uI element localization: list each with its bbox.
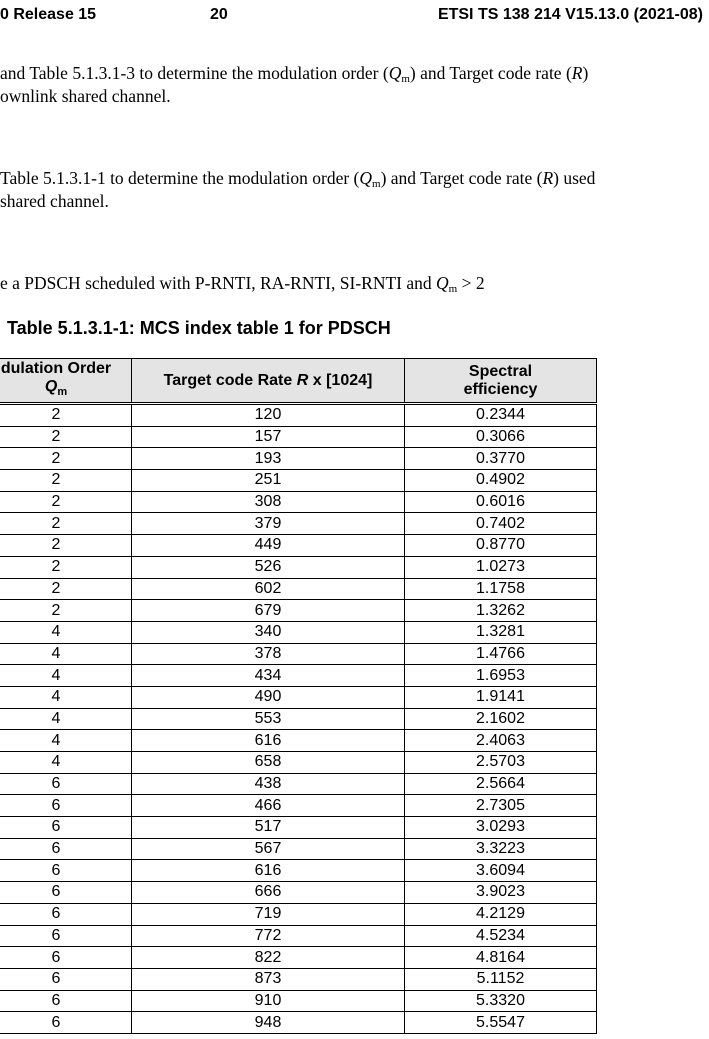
modulation-order-cell: 6 xyxy=(0,773,132,795)
spectral-efficiency-cell: 0.3770 xyxy=(405,448,597,470)
spectral-efficiency-header: Spectral efficiency xyxy=(405,359,597,404)
target-code-rate-cell: 379 xyxy=(132,513,405,535)
mcs-index-table xyxy=(0,358,597,1034)
target-code-rate-cell: 567 xyxy=(132,838,405,860)
table-row xyxy=(0,621,597,643)
target-code-rate-cell: 658 xyxy=(132,752,405,774)
page-number: 20 xyxy=(210,6,228,23)
target-code-rate-cell: 679 xyxy=(132,600,405,622)
table-row xyxy=(0,947,597,969)
spectral-efficiency-cell: 0.2344 xyxy=(405,404,597,427)
modulation-order-cell: 6 xyxy=(0,882,132,904)
table-row xyxy=(0,426,597,448)
table-row xyxy=(0,556,597,578)
modulation-order-cell: 6 xyxy=(0,1012,132,1034)
spectral-efficiency-cell: 1.0273 xyxy=(405,556,597,578)
spectral-efficiency-cell: 2.4063 xyxy=(405,730,597,752)
spectral-efficiency-cell: 2.5703 xyxy=(405,752,597,774)
target-code-rate-cell: 910 xyxy=(132,990,405,1012)
table-row xyxy=(0,448,597,470)
target-code-rate-cell: 193 xyxy=(132,448,405,470)
table-row xyxy=(0,838,597,860)
modulation-order-cell: 6 xyxy=(0,968,132,990)
spectral-efficiency-cell: 1.4766 xyxy=(405,643,597,665)
spectral-efficiency-cell: 3.0293 xyxy=(405,817,597,839)
spectral-efficiency-cell: 5.3320 xyxy=(405,990,597,1012)
table-row xyxy=(0,470,597,492)
spectral-efficiency-cell: 1.1758 xyxy=(405,578,597,600)
target-code-rate-cell: 378 xyxy=(132,643,405,665)
modulation-order-cell: 6 xyxy=(0,947,132,969)
target-code-rate-cell: 308 xyxy=(132,491,405,513)
modulation-order-cell: 6 xyxy=(0,817,132,839)
spectral-efficiency-cell: 0.7402 xyxy=(405,513,597,535)
target-code-rate-cell: 616 xyxy=(132,730,405,752)
modulation-order-cell: 2 xyxy=(0,470,132,492)
target-code-rate-cell: 772 xyxy=(132,925,405,947)
table-row xyxy=(0,600,597,622)
table-row xyxy=(0,882,597,904)
target-code-rate-cell: 490 xyxy=(132,686,405,708)
modulation-order-cell: 6 xyxy=(0,990,132,1012)
modulation-order-cell: 6 xyxy=(0,925,132,947)
table-row xyxy=(0,773,597,795)
modulation-order-cell: 2 xyxy=(0,578,132,600)
spectral-efficiency-cell: 4.2129 xyxy=(405,903,597,925)
table-row xyxy=(0,1012,597,1034)
spectral-efficiency-cell: 5.1152 xyxy=(405,968,597,990)
paragraph-pdsch-rnti: e a PDSCH scheduled with P-RNTI, RA-RNTI, SI-RNTI and $Q_m > 2$ xyxy=(0,273,485,295)
target-code-rate-cell: 948 xyxy=(132,1012,405,1034)
target-code-rate-cell: 616 xyxy=(132,860,405,882)
paragraph-line: ownlink shared channel. xyxy=(0,86,171,106)
table-title: Table 5.1.3.1-1: MCS index table 1 for PDSCH xyxy=(7,318,391,338)
modulation-order-cell: 2 xyxy=(0,513,132,535)
modulation-order-cell: 2 xyxy=(0,404,132,427)
table-row xyxy=(0,643,597,665)
table-body xyxy=(0,404,597,1034)
paragraph-line: and Table 5.1.3.1-3 to determine the modulation order $(Q_m)$ and Target code rate (R) xyxy=(0,63,589,85)
target-code-rate-cell: 466 xyxy=(132,795,405,817)
table-row xyxy=(0,968,597,990)
table-row xyxy=(0,990,597,1012)
table-row xyxy=(0,903,597,925)
target-code-rate-cell: 438 xyxy=(132,773,405,795)
spectral-efficiency-cell: 2.1602 xyxy=(405,708,597,730)
spectral-efficiency-cell: 1.3262 xyxy=(405,600,597,622)
table-row xyxy=(0,535,597,557)
table-row xyxy=(0,578,597,600)
target-code-rate-cell: 666 xyxy=(132,882,405,904)
spectral-efficiency-cell: 0.4902 xyxy=(405,470,597,492)
modulation-order-cell: 4 xyxy=(0,643,132,665)
spectral-efficiency-cell: 4.5234 xyxy=(405,925,597,947)
target-code-rate-cell: 873 xyxy=(132,968,405,990)
target-code-rate-cell: 553 xyxy=(132,708,405,730)
spectral-efficiency-cell: 0.6016 xyxy=(405,491,597,513)
release-header: 0 Release 15 xyxy=(0,6,97,23)
paragraph-line: Table 5.1.3.1-1 to determine the modulation order $(Q_m)$ and Target code rate (R) used xyxy=(0,168,596,190)
spectral-efficiency-cell: 1.9141 xyxy=(405,686,597,708)
spectral-efficiency-cell: 3.6094 xyxy=(405,860,597,882)
modulation-order-cell: 4 xyxy=(0,665,132,687)
target-code-rate-header: Target code Rate R x [1024] xyxy=(132,359,405,404)
table-row xyxy=(0,730,597,752)
modulation-order-cell: 2 xyxy=(0,491,132,513)
modulation-order-cell: 2 xyxy=(0,600,132,622)
spectral-efficiency-cell: 1.3281 xyxy=(405,621,597,643)
modulation-order-cell: 4 xyxy=(0,621,132,643)
table-row xyxy=(0,491,597,513)
spectral-efficiency-cell: 5.5547 xyxy=(405,1012,597,1034)
table-row xyxy=(0,708,597,730)
modulation-order-cell: 4 xyxy=(0,752,132,774)
spectral-efficiency-cell: 0.8770 xyxy=(405,535,597,557)
modulation-order-cell: 4 xyxy=(0,686,132,708)
table-row xyxy=(0,860,597,882)
modulation-order-cell: 4 xyxy=(0,730,132,752)
target-code-rate-cell: 517 xyxy=(132,817,405,839)
table-row xyxy=(0,817,597,839)
paragraph-line: shared channel. xyxy=(0,191,109,211)
table-row xyxy=(0,686,597,708)
spectral-efficiency-cell: 2.7305 xyxy=(405,795,597,817)
target-code-rate-cell: 719 xyxy=(132,903,405,925)
modulation-order-cell: 4 xyxy=(0,708,132,730)
modulation-order-cell: 2 xyxy=(0,556,132,578)
spectral-efficiency-cell: 3.9023 xyxy=(405,882,597,904)
modulation-order-cell: 6 xyxy=(0,838,132,860)
modulation-order-cell: 2 xyxy=(0,535,132,557)
target-code-rate-cell: 449 xyxy=(132,535,405,557)
table-header-row xyxy=(0,359,597,404)
modulation-order-cell: 6 xyxy=(0,860,132,882)
table-row xyxy=(0,795,597,817)
target-code-rate-cell: 602 xyxy=(132,578,405,600)
spec-version-header: ETSI TS 138 214 V15.13.0 (2021-08) xyxy=(437,6,703,23)
modulation-order-header: dulation Order $Q_m$ xyxy=(0,359,132,404)
modulation-order-cell: 2 xyxy=(0,448,132,470)
spectral-efficiency-cell: 4.8164 xyxy=(405,947,597,969)
target-code-rate-cell: 434 xyxy=(132,665,405,687)
target-code-rate-cell: 822 xyxy=(132,947,405,969)
table-row xyxy=(0,404,597,427)
target-code-rate-cell: 120 xyxy=(132,404,405,427)
modulation-order-cell: 6 xyxy=(0,903,132,925)
target-code-rate-cell: 157 xyxy=(132,426,405,448)
modulation-order-cell: 2 xyxy=(0,426,132,448)
table-row xyxy=(0,665,597,687)
spectral-efficiency-cell: 2.5664 xyxy=(405,773,597,795)
modulation-order-cell: 6 xyxy=(0,795,132,817)
paragraph-mcs-table-1 xyxy=(0,167,595,213)
table-row xyxy=(0,752,597,774)
paragraph-mcs-table-3 xyxy=(0,62,588,108)
table-row xyxy=(0,513,597,535)
spectral-efficiency-cell: 0.3066 xyxy=(405,426,597,448)
target-code-rate-cell: 340 xyxy=(132,621,405,643)
target-code-rate-cell: 526 xyxy=(132,556,405,578)
target-code-rate-cell: 251 xyxy=(132,470,405,492)
spectral-efficiency-cell: 1.6953 xyxy=(405,665,597,687)
spectral-efficiency-cell: 3.3223 xyxy=(405,838,597,860)
table-row xyxy=(0,925,597,947)
